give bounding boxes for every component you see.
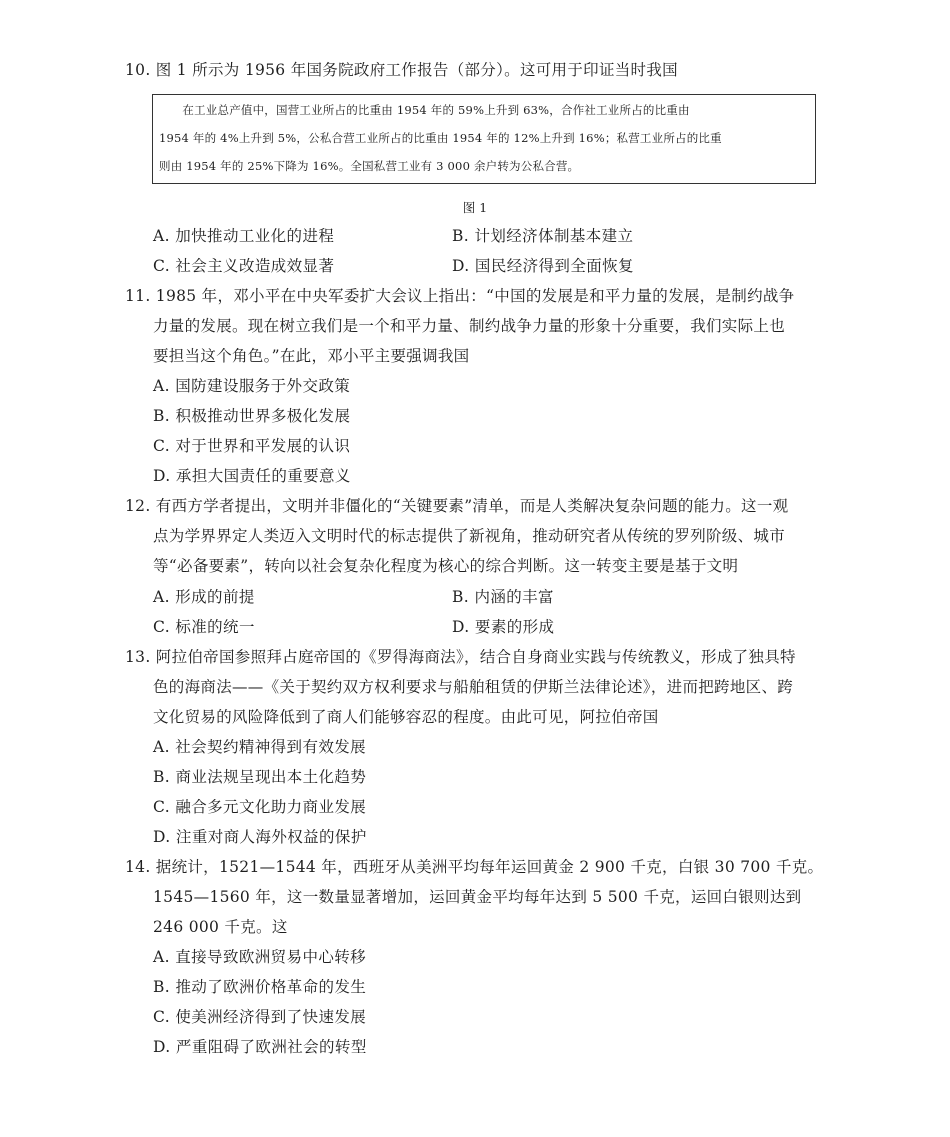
q11-option-c: C. 对于世界和平发展的认识	[153, 437, 351, 455]
q14-option-b: B. 推动了欧洲价格革命的发生	[153, 978, 367, 996]
q10-option-d: D. 国民经济得到全面恢复	[452, 257, 634, 275]
q13-option-d: D. 注重对商人海外权益的保护	[153, 828, 367, 846]
q12-option-d: D. 要素的形成	[452, 618, 555, 636]
q12-stem-line-1: 12. 有西方学者提出，文明并非僵化的“关键要素”清单，而是人类解决复杂问题的能力。这一观	[125, 497, 789, 515]
q12-option-b: B. 内涵的丰富	[452, 588, 554, 606]
q10-stem: 10. 图 1 所示为 1956 年国务院政府工作报告（部分）。这可用于印证当时我国	[125, 61, 678, 79]
q14-stem-line-3: 246 000 千克。这	[153, 918, 288, 936]
q10-option-b: B. 计划经济体制基本建立	[452, 227, 634, 245]
q10-quote-line-2: 1954 年的 4%上升到 5%，公私合营工业所占的比重由 1954 年的 12%上升到 16%；私营工业所占的比重	[159, 131, 722, 145]
q14-stem-line-1: 14. 据统计，1521—1544 年，西班牙从美洲平均每年运回黄金 2 900 千克，白银 30 700 千克。	[125, 858, 824, 876]
q12-option-c: C. 标准的统一	[153, 618, 255, 636]
q11-stem-line-3: 要担当这个角色。”在此，邓小平主要强调我国	[153, 347, 470, 365]
q11-option-b: B. 积极推动世界多极化发展	[153, 407, 351, 425]
q13-option-b: B. 商业法规呈现出本土化趋势	[153, 768, 367, 786]
q13-stem-line-1: 13. 阿拉伯帝国参照拜占庭帝国的《罗得海商法》，结合自身商业实践与传统教义，形成了独具特	[125, 648, 796, 666]
q12-option-a: A. 形成的前提	[153, 588, 255, 606]
q13-stem-line-3: 文化贸易的风险降低到了商人们能够容忍的程度。由此可见，阿拉伯帝国	[153, 708, 659, 726]
q14-option-d: D. 严重阻碍了欧洲社会的转型	[153, 1038, 367, 1056]
q13-option-a: A. 社会契约精神得到有效发展	[153, 738, 367, 756]
q14-option-a: A. 直接导致欧洲贸易中心转移	[153, 948, 367, 966]
q13-option-c: C. 融合多元文化助力商业发展	[153, 798, 367, 816]
q11-option-a: A. 国防建设服务于外交政策	[153, 377, 351, 395]
q10-quote-line-3: 则由 1954 年的 25%下降为 16%。全国私营工业有 3 000 余户转为公私合营。	[159, 159, 580, 173]
figure-caption: 图 1	[462, 200, 488, 215]
q14-option-c: C. 使美洲经济得到了快速发展	[153, 1008, 367, 1026]
q10-option-c: C. 社会主义改造成效显著	[153, 257, 335, 275]
q10-quote-box	[152, 94, 816, 184]
q10-quote-line-1: 在工业总产值中，国营工业所占的比重由 1954 年的 59%上升到 63%，合作社工业所占的比重由	[159, 103, 690, 117]
q12-stem-line-3: 等“必备要素”，转向以社会复杂化程度为核心的综合判断。这一转变主要是基于文明	[153, 557, 739, 575]
q11-option-d: D. 承担大国责任的重要意义	[153, 467, 351, 485]
q14-stem-line-2: 1545—1560 年，这一数量显著增加，运回黄金平均每年达到 5 500 千克，运回白银则达到	[153, 888, 802, 906]
q11-stem-line-1: 11. 1985 年，邓小平在中央军委扩大会议上指出：“中国的发展是和平力量的发展，是制约战争	[125, 287, 795, 305]
q10-option-a: A. 加快推动工业化的进程	[153, 227, 335, 245]
q12-stem-line-2: 点为学界界定人类迈入文明时代的标志提供了新视角，推动研究者从传统的罗列阶级、城市	[153, 527, 786, 545]
q11-stem-line-2: 力量的发展。现在树立我们是一个和平力量、制约战争力量的形象十分重要，我们实际上也	[153, 317, 786, 335]
q13-stem-line-2: 色的海商法——《关于契约双方权利要求与船舶租赁的伊斯兰法律论述》，进而把跨地区、跨	[153, 678, 794, 696]
